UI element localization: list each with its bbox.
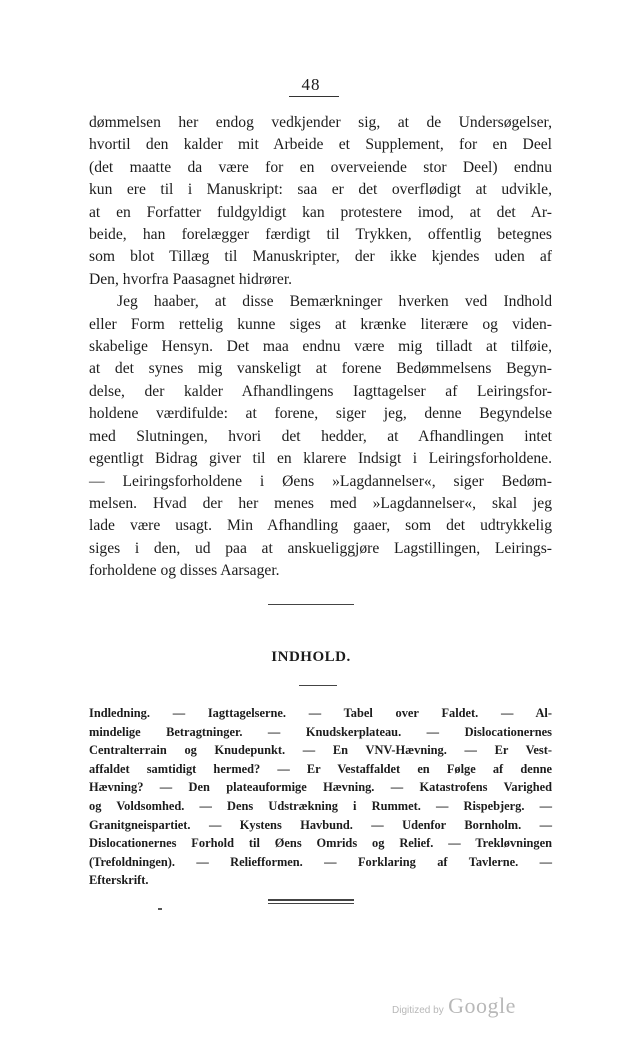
body-line: melsen. Hvad der her menes med »Lagdannelser«, skal jeg bbox=[89, 494, 552, 512]
page-number-rule bbox=[289, 96, 339, 97]
watermark-prefix: Digitized by bbox=[392, 1005, 444, 1016]
toc-line: Dislocationernes Forhold til Øens Omrids og Relief. — Trekløvningen bbox=[89, 836, 552, 851]
toc-line: Centralterrain og Knudepunkt. — En VNV-Hævning. — Er Vest- bbox=[89, 743, 552, 758]
body-line: med Slutningen, hvori det hedder, at Afhandlingen intet bbox=[89, 427, 552, 445]
body-text bbox=[89, 112, 552, 583]
google-logo: Google bbox=[448, 993, 516, 1018]
body-line: at det synes mig vanskeligt at forene Bedømmelsens Begyn- bbox=[89, 360, 552, 378]
end-divider bbox=[268, 899, 354, 901]
body-line: delse, der kalder Afhandlingens Iagttagelser af Leiringsfor- bbox=[89, 382, 552, 400]
body-line: skabelige Hensyn. Det maa endnu være mig tilladt at tilføie, bbox=[89, 338, 552, 356]
body-line: forholdene og disses Aarsager. bbox=[89, 562, 280, 580]
toc-line: Hævning? — Den plateauformige Hævning. — Katastrofens Varighed bbox=[89, 780, 552, 795]
body-line: egentligt Bidrag giver til en klarere Indsigt i Leiringsforholdene. bbox=[89, 450, 552, 468]
toc-title-rule bbox=[299, 685, 337, 686]
toc-line: Indledning. — Iagttagelserne. — Tabel over Faldet. — Al- bbox=[89, 706, 552, 720]
body-line: holdene værdifulde: at forene, siger jeg, denne Begyndelse bbox=[89, 405, 552, 423]
body-line: Den, hvorfra Paasagnet hidrører. bbox=[89, 270, 293, 288]
toc-line: (Trefoldningen). — Reliefformen. — Forklaring af Tavlerne. — bbox=[89, 854, 552, 869]
body-line: kun ere til i Manuskript: saa er det overflødigt at udvikle, bbox=[89, 181, 552, 199]
toc-line: Granitgneispartiet. — Kystens Havbund. — Udenfor Bornholm. — bbox=[89, 817, 552, 832]
page-number: 48 bbox=[301, 75, 321, 94]
toc-line: affaldet samtidigt hermed? — Er Vestaffaldet en Følge af denne bbox=[89, 761, 552, 776]
toc-line: mindelige Betragtninger. — Knudskerplateau. — Dislocationernes bbox=[89, 724, 552, 739]
body-line: hvortil den kalder mit Arbeide et Supplement, for en Deel bbox=[89, 136, 552, 154]
toc-title: INDHOLD. bbox=[271, 649, 351, 665]
section-divider bbox=[268, 604, 354, 605]
body-line: eller Form rettelig kunne siges at krænke literære og viden- bbox=[89, 315, 552, 333]
body-line: (det maatte da være for en overveiende stor Deel) endnu bbox=[89, 158, 552, 176]
digitized-watermark bbox=[392, 993, 516, 1019]
end-divider-thin bbox=[268, 903, 354, 904]
body-line: siges i den, ud paa at anskueliggjøre Lagstillingen, Leirings- bbox=[89, 539, 552, 557]
body-line: dømmelsen her endog vedkjender sig, at de Undersøgelser, bbox=[89, 114, 552, 131]
body-line: at en Forfatter fuldgyldigt kan protestere imod, at det Ar- bbox=[89, 203, 552, 221]
toc-line: og Voldsomhed. — Dens Udstrækning i Rummet. — Rispebjerg. — bbox=[89, 798, 552, 813]
toc-line: Efterskrift. bbox=[89, 873, 149, 888]
body-line: som blot Tillæg til Manuskripter, der ikke kjendes uden af bbox=[89, 248, 552, 266]
ink-speck bbox=[158, 908, 162, 910]
body-line: — Leiringsforholdene i Øens »Lagdannelser«, siger Bedøm- bbox=[89, 472, 552, 490]
toc-text bbox=[89, 704, 552, 890]
body-line: Jeg haaber, at disse Bemærkninger hverken ved Indhold bbox=[117, 293, 552, 311]
body-line: beide, han forelægger færdigt til Trykken, offentlig betegnes bbox=[89, 226, 552, 244]
body-line: lade være usagt. Min Afhandling gaaer, som det udtrykkelig bbox=[89, 517, 552, 535]
